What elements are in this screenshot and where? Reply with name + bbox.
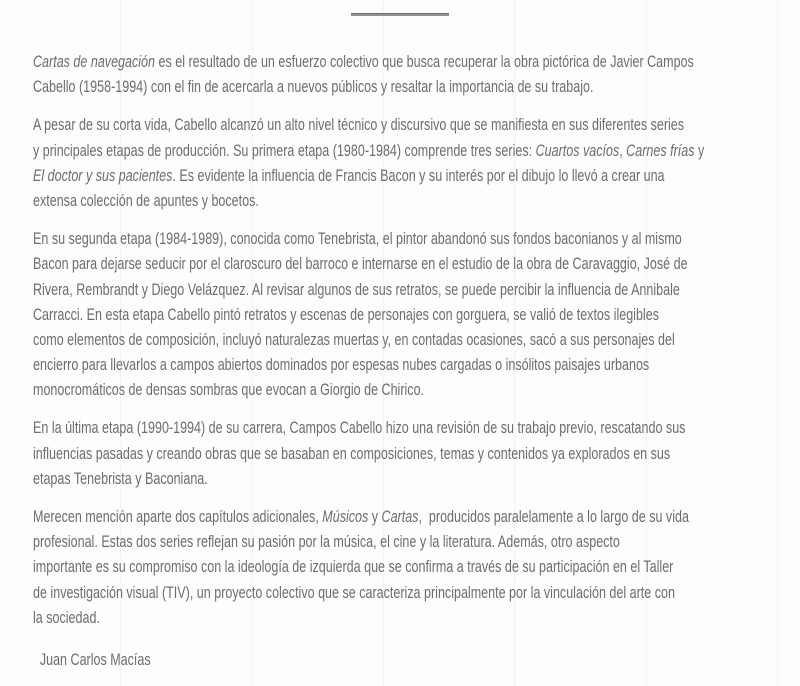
text-segment: monocromáticos de densas sombras que evocan a Giorgio de Chirico.	[33, 381, 425, 400]
text-segment: Rivera, Rembrandt y Diego Velázquez. Al revisar algunos de sus retratos, se puede percibir la influencia de Annibale	[33, 280, 680, 299]
text-segment: encierro para llevarlos a campos abiertos dominados por espesas nubes cargadas o insólitos paisajes urbanos	[33, 356, 650, 375]
text-line	[33, 555, 778, 580]
text-segment: Merecen mención aparte dos capítulos adicionales,	[33, 508, 323, 526]
paragraph	[33, 113, 778, 214]
text-segment: extensa colección de apuntes y bocetos.	[33, 191, 259, 210]
text-segment: y	[368, 508, 382, 526]
text-segment: importante es su compromiso con la ideología de izquierda que se confirma a través de su participación en el Taller	[33, 558, 674, 577]
text-line	[33, 113, 778, 138]
text-segment: . Es evidente la influencia de Francis Bacon y su interés por el dibujo lo llevó a crear una	[172, 166, 665, 185]
text-segment: , producidos paralelamente a lo largo de su vida	[418, 508, 689, 526]
text-line	[33, 378, 778, 403]
text-line	[33, 139, 778, 164]
text-line	[33, 530, 778, 555]
text-line	[33, 606, 778, 631]
text-line	[33, 227, 778, 252]
italic-title-text: Cuartos vacíos	[535, 141, 620, 160]
text-line	[33, 328, 778, 353]
article-body	[33, 50, 778, 631]
text-line	[33, 416, 778, 441]
paragraph	[33, 416, 778, 492]
paragraph	[33, 227, 778, 403]
text-segment: profesional. Estas dos series reflejan su pasión por la música, el cine y la literatura. Además, otro aspecto	[33, 533, 620, 552]
text-segment: y principales etapas de producción. Su primera etapa (1980-1984) comprende tres series:	[33, 141, 536, 160]
text-segment: y	[694, 141, 705, 160]
text-segment: A pesar de su corta vida, Cabello alcanzó un alto nivel técnico y discursivo que se manifiesta en sus diferentes series	[33, 116, 685, 135]
text-line	[33, 303, 778, 328]
article-text	[33, 50, 778, 673]
text-segment: Cabello (1958-1994) con el fin de acercarla a nuevos públicos y resaltar la importancia de su trabajo.	[33, 78, 594, 97]
italic-title-text: El doctor y sus pacientes	[33, 166, 173, 185]
text-line	[33, 164, 778, 189]
paragraph	[33, 505, 778, 631]
italic-title-text: Cartas	[381, 508, 419, 526]
text-line	[33, 278, 778, 303]
text-line	[33, 467, 778, 492]
italic-title-text: Músicos	[322, 508, 369, 526]
text-line	[33, 442, 778, 467]
text-line	[33, 581, 778, 606]
italic-title-text: Cartas de navegación	[33, 53, 156, 71]
text-segment: influencias pasadas y creando obras que se basaban en composiciones, temas y contenidos ya explorados en sus	[33, 444, 671, 463]
text-segment: la sociedad.	[33, 608, 100, 627]
text-line	[33, 353, 778, 378]
paragraph	[33, 50, 778, 100]
text-segment: como elementos de composición, incluyó naturalezas muertas y, en contadas ocasiones, sacó a sus personajes del	[33, 330, 675, 349]
section-divider	[351, 13, 449, 16]
text-segment: En su segunda etapa (1984-1989), conocida como Tenebrista, el pintor abandonó sus fondos baconianos y al mismo	[33, 230, 682, 249]
text-line	[33, 75, 778, 100]
text-line	[33, 189, 778, 214]
text-segment: ,	[619, 141, 627, 160]
text-segment: Bacon para dejarse seducir por el claroscuro del barroco e internarse en el estudio de la obra de Caravaggio, José de	[33, 255, 688, 274]
author-signature: Juan Carlos Macías	[39, 650, 151, 669]
text-segment: etapas Tenebrista y Baconiana.	[33, 469, 208, 488]
text-segment: Carracci. En esta etapa Cabello pintó retratos y escenas de personajes con gorguera, se valió de textos ilegibles	[33, 305, 659, 324]
italic-title-text: Carnes frías	[626, 141, 695, 160]
text-segment: de investigación visual (TIV), un proyecto colectivo que se caracteriza principalmente por la vinculación del arte con	[33, 583, 675, 602]
text-segment: es el resultado de un esfuerzo colectivo que busca recuperar la obra pictórica de Javier Campos	[155, 53, 694, 71]
text-line	[33, 50, 778, 75]
text-line	[33, 505, 778, 530]
text-segment: En la última etapa (1990-1994) de su carrera, Campos Cabello hizo una revisión de su trabajo previo, rescatando sus	[33, 419, 686, 438]
text-line	[33, 252, 778, 277]
